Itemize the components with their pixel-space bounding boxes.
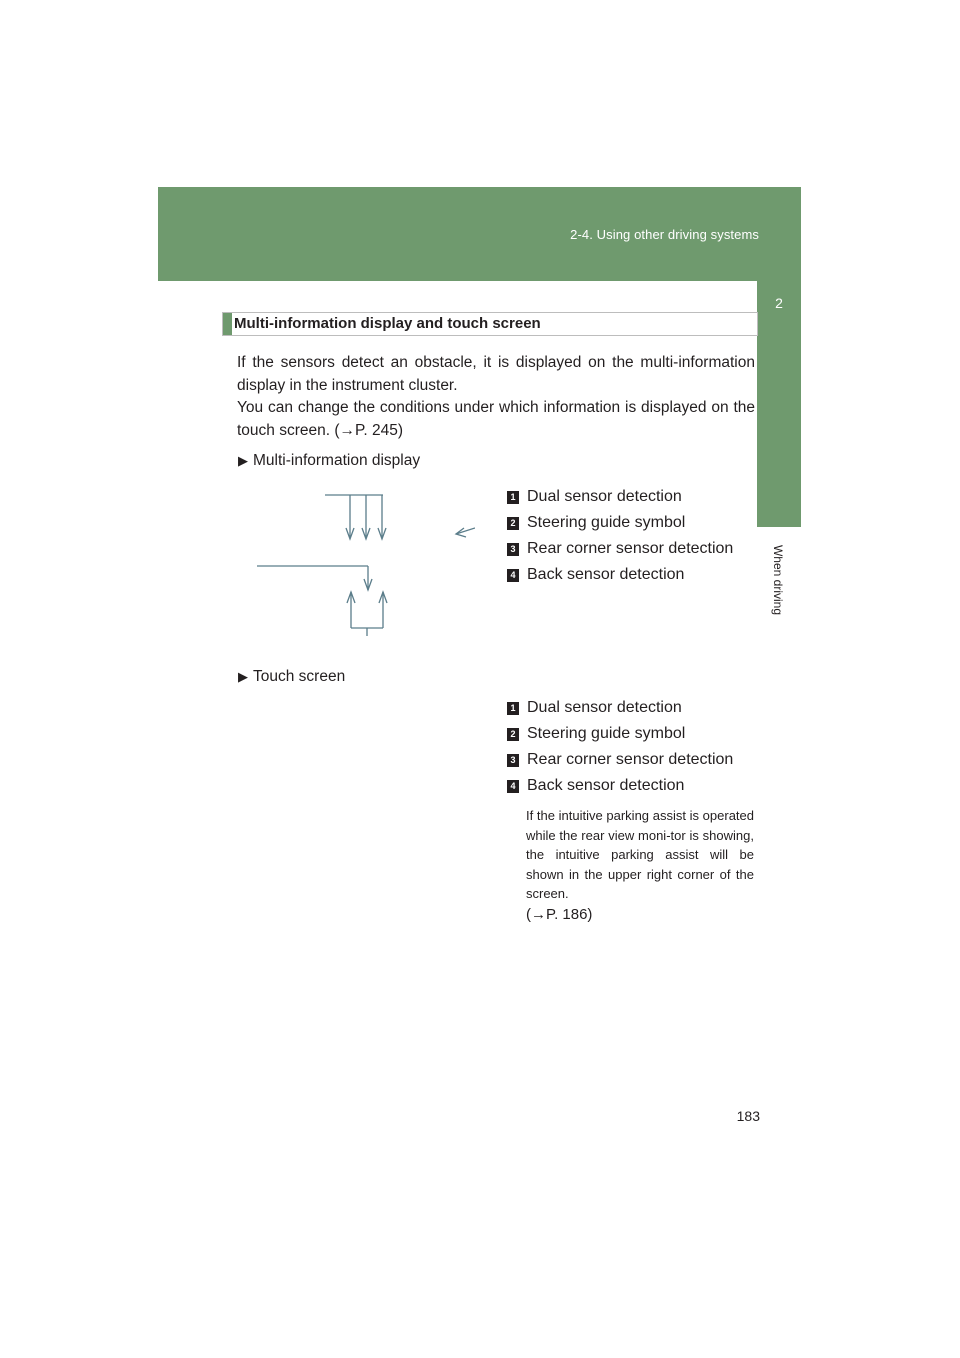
number-badge: 3 <box>507 754 519 767</box>
legend-item <box>507 484 733 510</box>
section-label: 2-4. Using other driving systems <box>570 227 759 242</box>
legend-item <box>507 695 733 721</box>
body-paragraph-1: If the sensors detect an obstacle, it is displayed on the multi-information display in the instrument cluster. <box>237 354 755 394</box>
legend-label: Steering guide symbol <box>527 725 686 742</box>
triangle-bullet-icon: ▶ <box>238 669 248 684</box>
multi-info-subheading <box>238 452 420 470</box>
legend-label: Dual sensor detection <box>527 699 682 716</box>
touch-screen-subheading <box>238 668 345 686</box>
number-badge: 4 <box>507 569 519 582</box>
triangle-bullet-icon: ▶ <box>238 453 248 468</box>
chapter-tab <box>757 281 801 527</box>
number-badge: 3 <box>507 543 519 556</box>
number-badge: 1 <box>507 491 519 504</box>
touch-screen-legend <box>507 695 733 799</box>
legend-label: Rear corner sensor detection <box>527 751 734 768</box>
number-badge: 2 <box>507 728 519 741</box>
chapter-title: When driving <box>771 544 785 616</box>
body-paragraph-2: You can change the conditions under which information is displayed on the touch screen. (→P. 245) <box>237 399 755 439</box>
note-text <box>526 806 754 924</box>
heading-text: Multi-information display and touch screen <box>234 315 541 332</box>
section-heading <box>222 312 758 336</box>
note-body: If the intuitive parking assist is operated while the rear view moni-tor is showing, the intuitive parking assist will be shown in the upper right corner of the screen. <box>526 808 754 901</box>
note-reference: (→P. 186) <box>526 905 593 923</box>
heading-accent-bar <box>223 313 232 335</box>
legend-label: Back sensor detection <box>527 777 685 794</box>
legend-item <box>507 510 733 536</box>
number-badge: 1 <box>507 702 519 715</box>
header-band <box>158 187 801 281</box>
diagram-pointer-line <box>456 528 475 534</box>
legend-item <box>507 773 733 799</box>
number-badge: 2 <box>507 517 519 530</box>
legend-item <box>507 562 733 588</box>
number-badge: 4 <box>507 780 519 793</box>
legend-item <box>507 721 733 747</box>
page-number: 183 <box>736 1108 760 1124</box>
touch-screen-title: Touch screen <box>253 668 346 685</box>
legend-item <box>507 747 733 773</box>
legend-label: Rear corner sensor detection <box>527 540 734 557</box>
multi-info-legend <box>507 484 733 588</box>
multi-info-diagram <box>255 490 475 640</box>
multi-info-title: Multi-information display <box>253 452 421 469</box>
legend-label: Steering guide symbol <box>527 514 686 531</box>
legend-label: Back sensor detection <box>527 566 685 583</box>
body-text <box>237 352 755 442</box>
legend-item <box>507 536 733 562</box>
chapter-number: 2 <box>775 295 783 311</box>
legend-label: Dual sensor detection <box>527 488 682 505</box>
